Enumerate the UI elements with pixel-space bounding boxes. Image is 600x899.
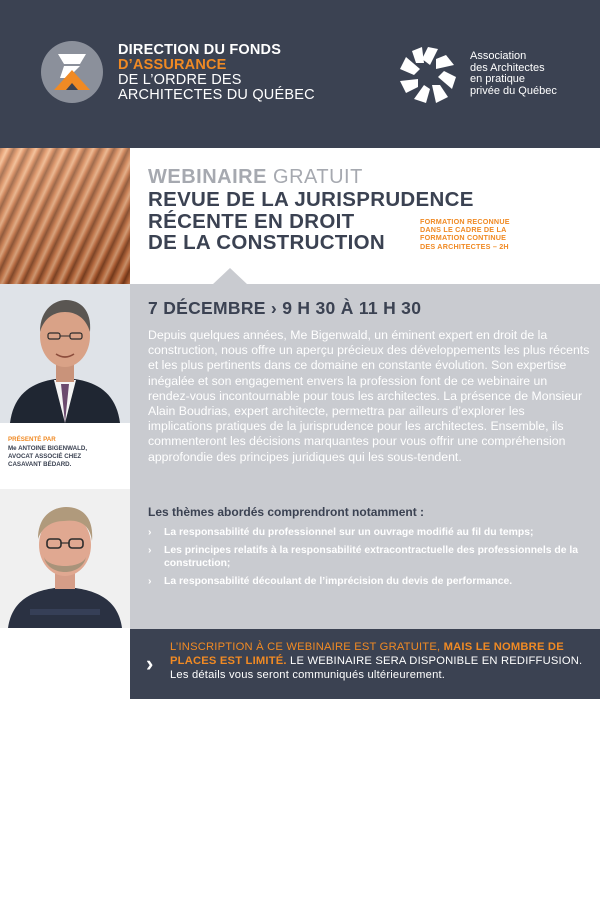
list-item bbox=[148, 575, 588, 588]
aapq-name bbox=[470, 51, 557, 97]
theme-text: La responsabilité du professionnel sur un ouvrage modifié au fil du temps; bbox=[164, 527, 534, 538]
webinar-label-bold: WEBINAIRE bbox=[148, 166, 267, 188]
event-description: Depuis quelques années, Me Bigenwald, un éminent expert en droit de la construction, nous offre un aperçu précieux des développements les plus récents et les plus pertinents dans ce domaine en constante évolution. Son expertise inégalée et son engagement envers la profession font de ce webinaire un rendez-vous incontournable pour tous les architectes. La présence de Monsieur Alain Boudrias, expert architecte, permettra par ailleurs d’explorer les implications pratiques de la jurisprudence pour les architectes. Ensemble, ils commenteront les décisions marquantes pour vous offrir une compréhension approfondie des principes juridiques qui les sous-tendent. bbox=[148, 328, 590, 464]
title-area bbox=[130, 148, 600, 284]
registration-limited: MAIS LE NOMBRE DE PLACES EST LIMITÉ. bbox=[170, 641, 564, 667]
list-item bbox=[148, 544, 588, 570]
title-line-2: RÉCENTE EN DROIT bbox=[148, 209, 355, 233]
theme-text: Les principes relatifs à la responsabilité extracontractuelle des professionnels de la construction; bbox=[164, 545, 579, 569]
chevron-right-icon: › bbox=[148, 576, 152, 587]
chevron-right-icon: › bbox=[148, 545, 152, 556]
aapq-line-1: Association bbox=[470, 50, 527, 62]
presenter-photo-bigenwald bbox=[0, 284, 130, 423]
presenter-1-line-1: Me ANTOINE BIGENWALD, bbox=[8, 445, 88, 452]
registration-replay: LE WEBINAIRE SERA DISPONIBLE EN REDIFFUSION. bbox=[290, 655, 583, 667]
header-band bbox=[0, 0, 600, 148]
presenter-1-line-2: AVOCAT ASSOCIÉ CHEZ bbox=[8, 453, 82, 460]
presenter-1-portrait-icon bbox=[0, 284, 130, 423]
theme-text: La responsabilité découlant de l’imprécision du devis de performance. bbox=[164, 576, 513, 587]
aapq-line-2: des Architectes bbox=[470, 61, 545, 74]
fonds-line-1: DIRECTION DU FONDS bbox=[118, 42, 282, 58]
registration-details: Les détails vous seront communiqués ultérieurement. bbox=[170, 669, 446, 681]
fonds-line-3: DE L’ORDRE DES bbox=[118, 72, 242, 88]
registration-free: L’INSCRIPTION À CE WEBINAIRE EST GRATUITE, bbox=[170, 641, 441, 653]
texture-shade bbox=[0, 148, 130, 284]
title-line-3: DE LA CONSTRUCTION bbox=[148, 231, 385, 254]
title-line-1: REVUE DE LA JURISPRUDENCE bbox=[148, 188, 474, 211]
webinar-label-light: GRATUIT bbox=[273, 166, 363, 188]
chevron-right-icon: › bbox=[148, 527, 152, 538]
aapq-line-4: privée du Québec bbox=[470, 84, 557, 97]
aapq-line-3: en pratique bbox=[470, 73, 526, 85]
registration-text bbox=[170, 640, 590, 682]
registration-band bbox=[130, 629, 600, 699]
themes-list bbox=[148, 526, 588, 593]
event-date: 7 DÉCEMBRE › 9 H 30 À 11 H 30 bbox=[148, 298, 422, 318]
recog-line-1: FORMATION RECONNUE bbox=[420, 217, 510, 226]
presenter-2-portrait-icon bbox=[0, 489, 130, 628]
themes-heading: Les thèmes abordés comprendront notamment : bbox=[148, 505, 425, 519]
presenter-photo-boudrias bbox=[0, 489, 130, 628]
chevron-right-icon: › bbox=[146, 651, 154, 676]
presenter-1-label: PRÉSENTÉ PAR bbox=[8, 436, 56, 443]
presenter-1-line-3: CASAVANT BÉDARD. bbox=[8, 461, 72, 468]
fonds-assurance-name bbox=[118, 43, 315, 103]
webinar-label bbox=[148, 166, 363, 189]
fonds-assurance-logo-icon bbox=[40, 40, 104, 104]
recog-line-4: DES ARCHITECTES – 2H bbox=[420, 241, 509, 251]
aapq-aperture-logo-icon bbox=[398, 45, 458, 105]
recog-line-3: FORMATION CONTINUE bbox=[420, 233, 507, 243]
section-pointer bbox=[212, 268, 248, 285]
fonds-line-4: ARCHITECTES DU QUÉBEC bbox=[118, 87, 315, 103]
list-item bbox=[148, 526, 588, 539]
fonds-line-2: D’ASSURANCE bbox=[118, 57, 227, 73]
content-section bbox=[130, 284, 600, 629]
presenter-caption-1 bbox=[8, 436, 87, 469]
left-bottom-area bbox=[0, 629, 130, 699]
architecture-texture-image bbox=[0, 148, 130, 284]
recognition-note bbox=[420, 218, 510, 251]
recog-line-2: DANS LE CADRE DE LA bbox=[420, 225, 507, 235]
